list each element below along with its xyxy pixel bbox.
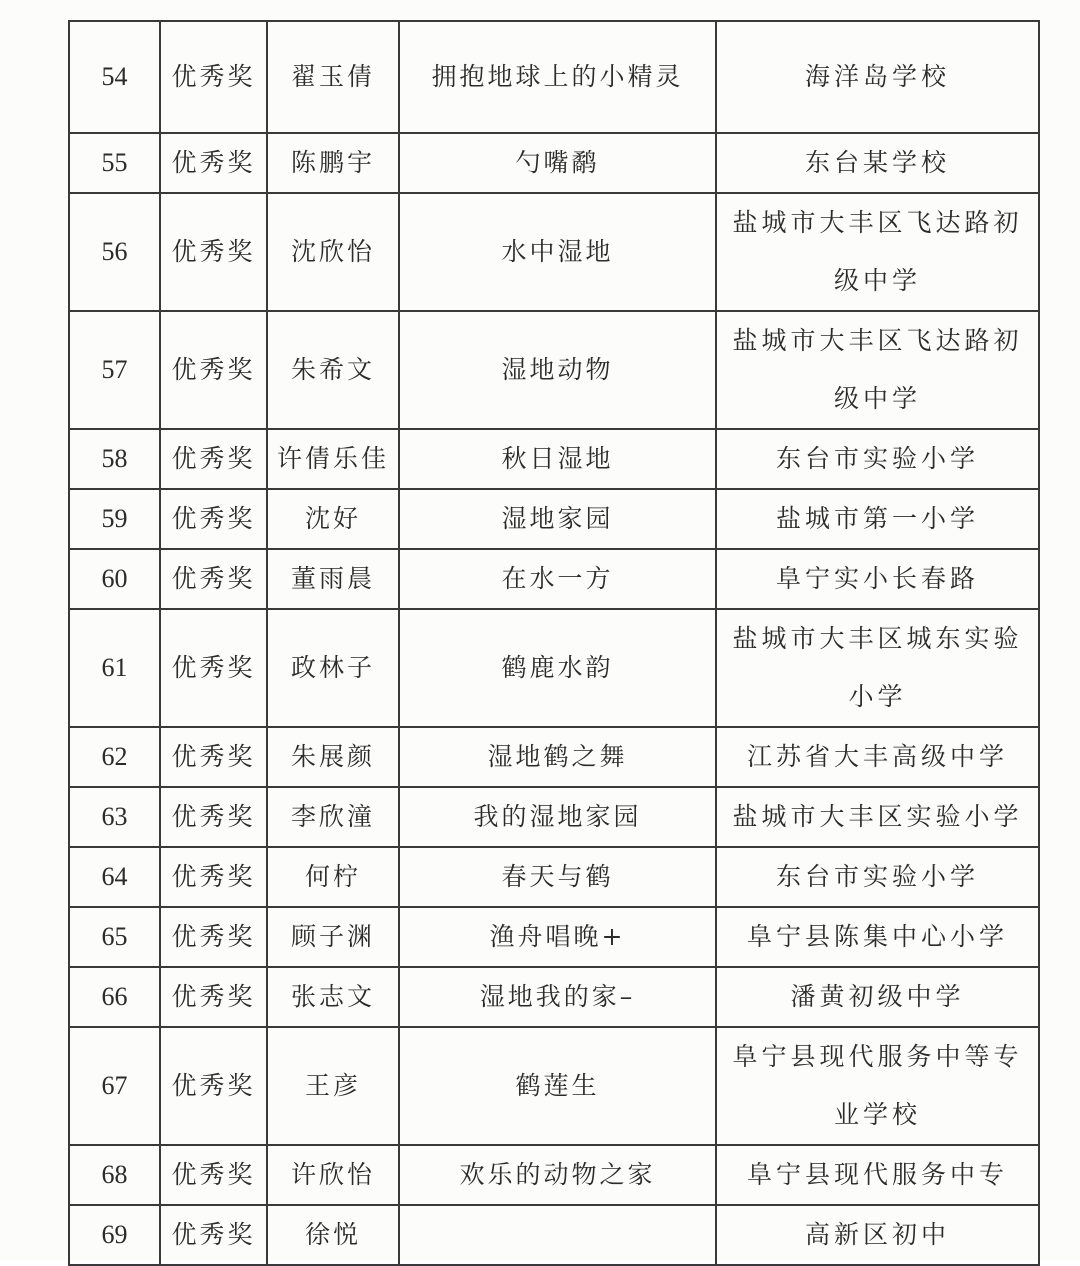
school-name: 东台某学校 xyxy=(716,133,1039,193)
award-level: 优秀奖 xyxy=(160,609,267,727)
student-name: 顾子渊 xyxy=(267,907,399,967)
student-name: 许倩乐佳 xyxy=(267,429,399,489)
student-name: 沈欣怡 xyxy=(267,193,399,311)
school-name: 阜宁县现代服务中等专业学校 xyxy=(716,1027,1039,1145)
entry-number: 55 xyxy=(69,133,160,193)
entry-number: 56 xyxy=(69,193,160,311)
artwork-title: 湿地鹤之舞 xyxy=(399,727,716,787)
school-name: 海洋岛学校 xyxy=(716,21,1039,133)
table-row xyxy=(69,1145,1039,1205)
award-level: 优秀奖 xyxy=(160,489,267,549)
table-row xyxy=(69,787,1039,847)
student-name: 徐悦 xyxy=(267,1205,399,1265)
entry-number: 61 xyxy=(69,609,160,727)
entry-number: 65 xyxy=(69,907,160,967)
artwork-title: 我的湿地家园 xyxy=(399,787,716,847)
table-row xyxy=(69,133,1039,193)
table-row xyxy=(69,727,1039,787)
school-name: 阜宁县陈集中心小学 xyxy=(716,907,1039,967)
student-name: 张志文 xyxy=(267,967,399,1027)
table-row xyxy=(69,193,1039,311)
school-name: 东台市实验小学 xyxy=(716,847,1039,907)
school-name: 盐城市大丰区实验小学 xyxy=(716,787,1039,847)
artwork-title xyxy=(399,1205,716,1265)
student-name: 许欣怡 xyxy=(267,1145,399,1205)
school-name: 高新区初中 xyxy=(716,1205,1039,1265)
award-level: 优秀奖 xyxy=(160,727,267,787)
student-name: 政林子 xyxy=(267,609,399,727)
entry-number: 63 xyxy=(69,787,160,847)
school-name: 盐城市大丰区飞达路初级中学 xyxy=(716,311,1039,429)
award-level: 优秀奖 xyxy=(160,787,267,847)
entry-number: 59 xyxy=(69,489,160,549)
student-name: 李欣潼 xyxy=(267,787,399,847)
artwork-title: 勺嘴鹬 xyxy=(399,133,716,193)
artwork-title: 拥抱地球上的小精灵 xyxy=(399,21,716,133)
award-level: 优秀奖 xyxy=(160,429,267,489)
entry-number: 64 xyxy=(69,847,160,907)
artwork-title: 鹤莲生 xyxy=(399,1027,716,1145)
artwork-title: 湿地家园 xyxy=(399,489,716,549)
artwork-title: 欢乐的动物之家 xyxy=(399,1145,716,1205)
award-level: 优秀奖 xyxy=(160,1145,267,1205)
entry-number: 67 xyxy=(69,1027,160,1145)
award-level: 优秀奖 xyxy=(160,311,267,429)
table-row xyxy=(69,847,1039,907)
artwork-title: 春天与鹤 xyxy=(399,847,716,907)
school-name: 阜宁县现代服务中专 xyxy=(716,1145,1039,1205)
award-level: 优秀奖 xyxy=(160,1205,267,1265)
table-row xyxy=(69,907,1039,967)
student-name: 何柠 xyxy=(267,847,399,907)
table-row xyxy=(69,1027,1039,1145)
school-name: 盐城市第一小学 xyxy=(716,489,1039,549)
entry-number: 57 xyxy=(69,311,160,429)
entry-number: 62 xyxy=(69,727,160,787)
award-level: 优秀奖 xyxy=(160,1027,267,1145)
school-name: 潘黄初级中学 xyxy=(716,967,1039,1027)
table-row xyxy=(69,967,1039,1027)
school-name: 阜宁实小长春路 xyxy=(716,549,1039,609)
student-name: 王彦 xyxy=(267,1027,399,1145)
table-row xyxy=(69,1205,1039,1265)
award-level: 优秀奖 xyxy=(160,847,267,907)
award-level: 优秀奖 xyxy=(160,907,267,967)
artwork-title: 秋日湿地 xyxy=(399,429,716,489)
table-row xyxy=(69,489,1039,549)
entry-number: 69 xyxy=(69,1205,160,1265)
entry-number: 58 xyxy=(69,429,160,489)
table-row xyxy=(69,429,1039,489)
award-level: 优秀奖 xyxy=(160,133,267,193)
awards-table xyxy=(68,20,1040,1266)
student-name: 董雨晨 xyxy=(267,549,399,609)
entry-number: 60 xyxy=(69,549,160,609)
award-level: 优秀奖 xyxy=(160,193,267,311)
artwork-title: 湿地我的家– xyxy=(399,967,716,1027)
entry-number: 68 xyxy=(69,1145,160,1205)
school-name: 盐城市大丰区城东实验小学 xyxy=(716,609,1039,727)
student-name: 朱希文 xyxy=(267,311,399,429)
award-level: 优秀奖 xyxy=(160,549,267,609)
table-row xyxy=(69,609,1039,727)
student-name: 朱展颜 xyxy=(267,727,399,787)
table-row xyxy=(69,549,1039,609)
school-name: 盐城市大丰区飞达路初级中学 xyxy=(716,193,1039,311)
entry-number: 54 xyxy=(69,21,160,133)
student-name: 沈好 xyxy=(267,489,399,549)
table-row xyxy=(69,21,1039,133)
school-name: 江苏省大丰高级中学 xyxy=(716,727,1039,787)
entry-number: 66 xyxy=(69,967,160,1027)
student-name: 陈鹏宇 xyxy=(267,133,399,193)
artwork-title: 水中湿地 xyxy=(399,193,716,311)
artwork-title: 在水一方 xyxy=(399,549,716,609)
award-level: 优秀奖 xyxy=(160,21,267,133)
table-row xyxy=(69,311,1039,429)
student-name: 翟玉倩 xyxy=(267,21,399,133)
artwork-title: 鹤鹿水韵 xyxy=(399,609,716,727)
school-name: 东台市实验小学 xyxy=(716,429,1039,489)
artwork-title: 湿地动物 xyxy=(399,311,716,429)
award-level: 优秀奖 xyxy=(160,967,267,1027)
artwork-title: 渔舟唱晚+ xyxy=(399,907,716,967)
